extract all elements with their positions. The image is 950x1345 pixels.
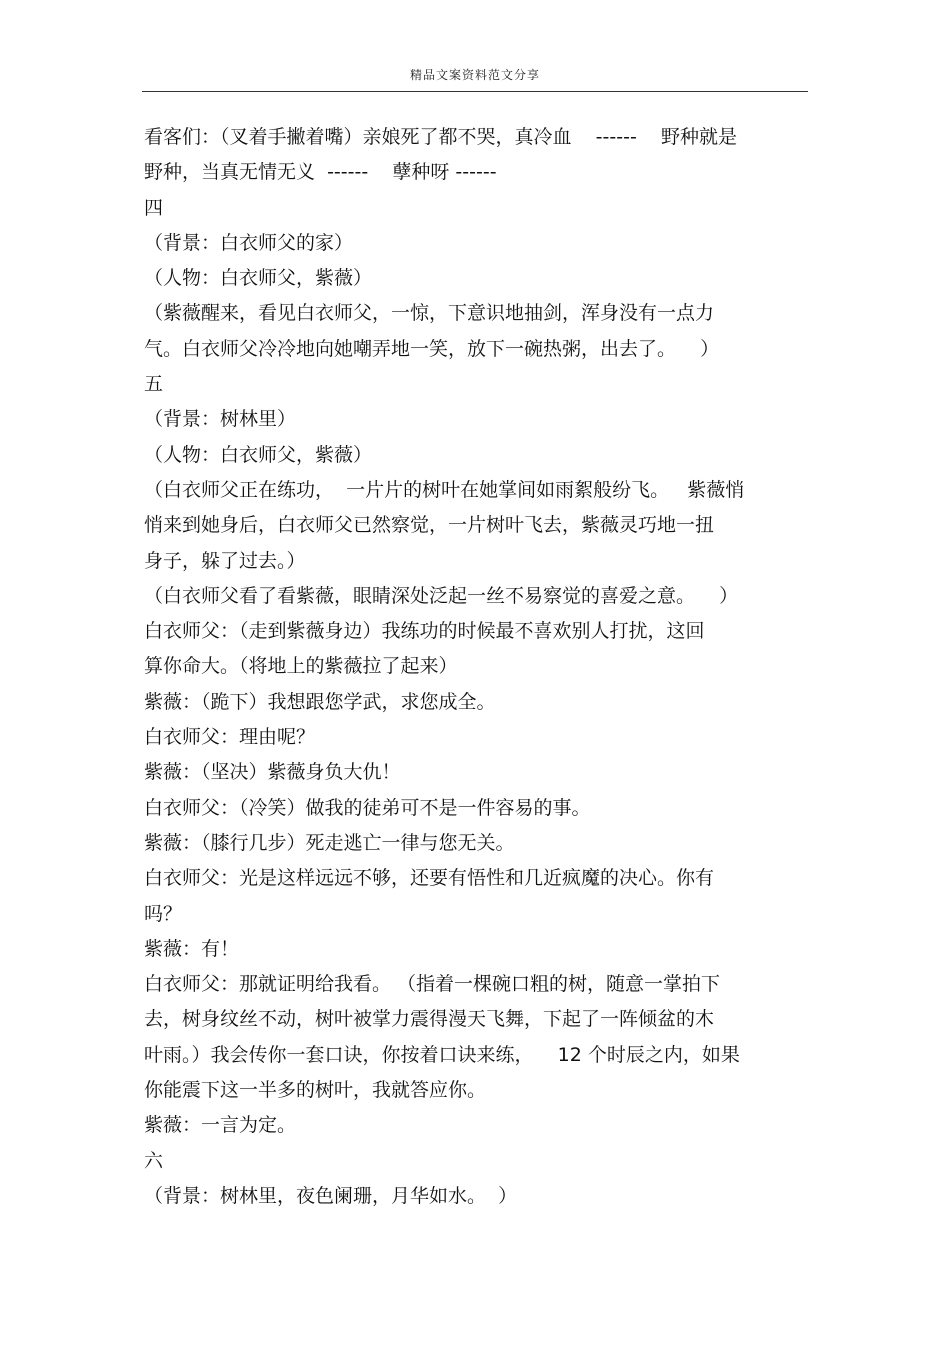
- text-line: 白衣师父：（冷笑）做我的徒弟可不是一件容易的事。: [144, 796, 591, 819]
- text-line: 紫薇：（跪下）我想跟您学武，求您成全。: [144, 690, 496, 713]
- section-number: 六: [144, 1149, 164, 1172]
- header-divider: [142, 91, 808, 92]
- text-line: 野种，当真无情无义 ------ 孽种呀 ------: [144, 161, 497, 184]
- text-line: 紫薇：有！: [144, 937, 240, 960]
- text-line: 悄来到她身后，白衣师父已然察觉，一片树叶飞去，紫薇灵巧地一扭: [144, 514, 715, 537]
- text-line: 白衣师父：光是这样远远不够，还要有悟性和几近疯魔的决心。你有: [144, 867, 715, 890]
- text-line: 吗？: [144, 902, 183, 925]
- text-line: （人物：白衣师父，紫薇）: [144, 443, 373, 466]
- text-line: 你能震下这一半多的树叶，我就答应你。: [144, 1079, 487, 1102]
- text-line: 白衣师父：那就证明给我看。 （指着一棵碗口粗的树，随意一掌拍下: [144, 973, 721, 996]
- text-line: 气。白衣师父冷冷地向她嘲弄地一笑，放下一碗热粥，出去了。 ）: [144, 337, 720, 360]
- text-line: 身子，躲了过去。）: [144, 549, 306, 572]
- text-line: （背景：树林里，夜色阑珊，月华如水。 ）: [144, 1184, 518, 1207]
- text-line: （白衣师父看了看紫薇，眼睛深处泛起一丝不易察觉的喜爱之意。 ）: [144, 584, 739, 607]
- text-line: 去，树身纹丝不动，树叶被掌力震得漫天飞舞，下起了一阵倾盆的木: [144, 1008, 715, 1031]
- text-line: 白衣师父：理由呢？: [144, 726, 316, 749]
- text-line: （白衣师父正在练功， 一片片的树叶在她掌间如雨絮般纷飞。 紫薇悄: [144, 478, 745, 501]
- text-line: 算你命大。（将地上的紫薇拉了起来）: [144, 655, 458, 678]
- document-body: [144, 120, 810, 1214]
- text-line: （紫薇醒来，看见白衣师父，一惊，下意识地抽剑，浑身没有一点力: [144, 302, 715, 325]
- page-header: 精品文案资料范文分享: [409, 68, 540, 82]
- text-line: 紫薇：一言为定。: [144, 1114, 297, 1137]
- text-line: 叶雨。）我会传你一套口诀，你按着口诀来练， 12 个时辰之内，如果: [144, 1043, 740, 1066]
- text-line: 看客们：（叉着手撇着嘴）亲娘死了都不哭，真冷血 ------ 野种就是: [144, 126, 737, 148]
- section-number: 五: [144, 373, 164, 396]
- text-line: （背景：树林里）: [144, 408, 297, 431]
- text-line: 白衣师父：（走到紫薇身边）我练功的时候最不喜欢别人打扰，这回: [144, 620, 705, 643]
- text-line: （人物：白衣师父，紫薇）: [144, 267, 373, 290]
- text-line: 紫薇：（坚决）紫薇身负大仇！: [144, 761, 401, 784]
- text-line: （背景：白衣师父的家）: [144, 231, 354, 254]
- section-number: 四: [144, 196, 164, 219]
- text-line: 紫薇：（膝行几步）死走逃亡一律与您无关。: [144, 831, 515, 854]
